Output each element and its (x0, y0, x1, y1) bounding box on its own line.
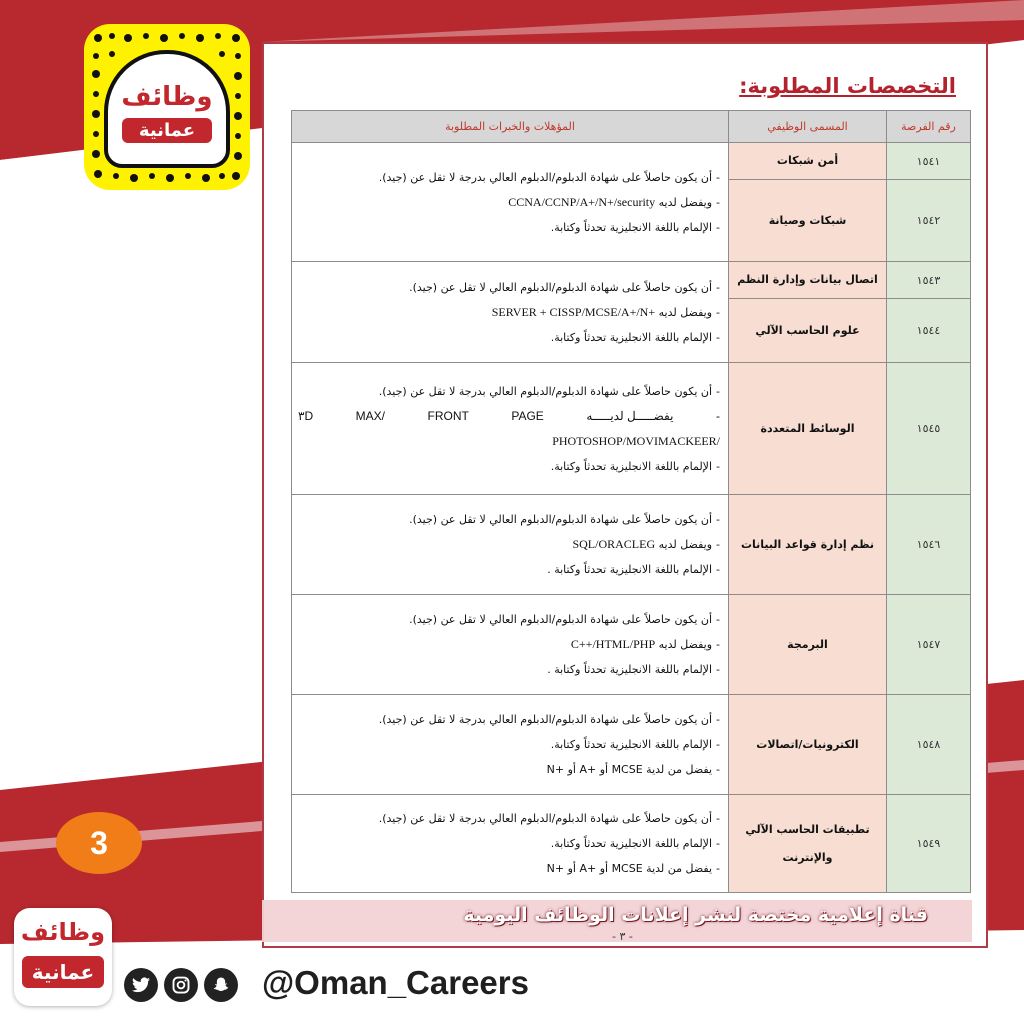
header-title: المسمى الوظيفي (729, 111, 887, 143)
job-title: الوسائط المتعددة (729, 363, 887, 495)
table-row (292, 262, 971, 299)
qualification-line (298, 657, 720, 682)
bullet-dash: - (716, 638, 720, 651)
bullet-dash: - (716, 837, 720, 850)
qualification-text: الإلمام باللغة الانجليزية تحدثاً وكتابة. (550, 738, 713, 751)
qualification-line (298, 190, 720, 215)
bullet-dash: - (716, 195, 720, 209)
qualification-line (298, 732, 720, 757)
qualifications-cell (292, 363, 729, 495)
qualification-line (298, 707, 720, 732)
job-title: نظم إدارة قواعد البيانات (729, 495, 887, 595)
table-row (292, 143, 971, 180)
logo-line1: وظائف (20, 918, 106, 946)
qualifications-cell (292, 795, 729, 893)
qualification-certs: SQL/ORACLEG (572, 537, 656, 551)
job-title: علوم الحاسب الآلي (729, 299, 887, 363)
opportunity-code: ١٥٤٩ (887, 795, 971, 893)
qualification-line (298, 454, 720, 479)
table-row (292, 595, 971, 695)
footer-page-marker: - ٣ - (612, 930, 633, 943)
qualification-line (298, 507, 720, 532)
opportunity-code: ١٥٤٧ (887, 595, 971, 695)
qualification-text: PHOTOSHOP/MOVIMACKEER/ (552, 433, 720, 448)
qualification-word: MAX/ (355, 408, 385, 423)
qualification-line (298, 632, 720, 657)
qualification-text: أن يكون حاصلاً على شهادة الدبلوم/الدبلوم العالي لا تقل عن (جيد). (409, 280, 713, 294)
qualification-line (298, 856, 720, 881)
qualification-text: الإلمام باللغة الانجليزية تحدثاً وكتابة. (550, 837, 713, 850)
opportunity-code: ١٥٤٣ (887, 262, 971, 299)
bullet-dash: - (716, 538, 720, 551)
qualification-word: يفضـــــل لديـــــه (586, 408, 674, 423)
bullet-dash: - (716, 384, 720, 398)
qualification-text: ويفضل لديه (658, 638, 713, 651)
job-title: الكترونيات/اتصالات (729, 695, 887, 795)
qualification-line (298, 831, 720, 856)
qualification-text: أن يكون حاصلاً على شهادة الدبلوم/الدبلوم العالي لا تقل عن (جيد). (409, 513, 713, 526)
qualifications-cell (292, 495, 729, 595)
logo-line2: عمانية (22, 956, 104, 988)
table-row (292, 363, 971, 495)
qualification-line (298, 806, 720, 831)
table-row (292, 495, 971, 595)
qualification-text: الإلمام باللغة الانجليزية تحدثاً وكتابة. (550, 220, 713, 234)
footer-caption: قناة إعلامية مختصة لنشر إعلانات الوظائف اليومية (463, 904, 928, 926)
qualification-line (298, 532, 720, 557)
qualification-word: - (715, 408, 720, 423)
bullet-dash: - (716, 763, 720, 776)
bullet-dash: - (716, 513, 720, 526)
qualification-text: الإلمام باللغة الانجليزية تحدثاً وكتابة . (547, 563, 713, 576)
header-quals: المؤهلات والخبرات المطلوبة (292, 111, 729, 143)
bullet-dash: - (716, 280, 720, 294)
qualification-text: أن يكون حاصلاً على شهادة الدبلوم/الدبلوم العالي بدرجة لا تقل عن (جيد). (378, 812, 713, 825)
qualification-line (298, 607, 720, 632)
qualification-text: الإلمام باللغة الانجليزية تحدثاً وكتابة. (550, 459, 713, 473)
qualification-text: يفضل من لدية MCSE أو +A أو +N (546, 763, 713, 776)
bullet-dash: - (716, 305, 720, 319)
qualification-line (298, 429, 720, 454)
job-title: اتصال بيانات وإدارة النظم (729, 262, 887, 299)
qualification-word: ٣D (298, 408, 314, 423)
bullet-dash: - (716, 170, 720, 184)
qualification-line (298, 757, 720, 782)
bullet-dash: - (716, 330, 720, 344)
jobs-table (291, 110, 971, 893)
bullet-dash: - (716, 713, 720, 726)
badge-line1: وظائف (121, 82, 213, 112)
job-title: البرمجة (729, 595, 887, 695)
qualification-line (298, 325, 720, 350)
qualification-line (298, 404, 720, 429)
social-icons (124, 968, 238, 1002)
opportunity-code: ١٥٤٥ (887, 363, 971, 495)
qualification-line (298, 557, 720, 582)
bullet-dash: - (716, 563, 720, 576)
page-heading: التخصصات المطلوبة: (739, 74, 956, 98)
table-row (292, 795, 971, 893)
qualification-text: الإلمام باللغة الانجليزية تحدثاً وكتابة. (550, 330, 713, 344)
qualification-text: أن يكون حاصلاً على شهادة الدبلوم/الدبلوم العالي بدرجة لا تقل عن (جيد). (378, 170, 713, 184)
page-number-badge: 3 (56, 812, 142, 874)
qualification-line (298, 379, 720, 404)
opportunity-code: ١٥٤٦ (887, 495, 971, 595)
qualification-certs: CCNA/CCNP/A+/N+/security (508, 194, 656, 209)
qualification-text: أن يكون حاصلاً على شهادة الدبلوم/الدبلوم العالي بدرجة لا تقل عن (جيد). (378, 384, 713, 398)
qualification-line (298, 275, 720, 300)
header-code: رقم الفرصة (887, 111, 971, 143)
bullet-dash: - (716, 663, 720, 676)
job-title: أمن شبكات (729, 143, 887, 180)
job-title: شبكات وصيانة (729, 180, 887, 262)
opportunity-code: ١٥٤٤ (887, 299, 971, 363)
qualification-text: يفضل من لدية MCSE أو +A أو +N (546, 862, 713, 875)
qualification-line (298, 165, 720, 190)
qualification-certs: SERVER + CISSP/MCSE/A+/N+ (491, 304, 656, 319)
qualification-word: FRONT (427, 408, 469, 423)
table-header-row (292, 111, 971, 143)
qualification-text: الإلمام باللغة الانجليزية تحدثاً وكتابة . (547, 663, 713, 676)
social-handle[interactable]: @Oman_Careers (262, 964, 529, 1001)
brand-logo (14, 908, 112, 1006)
qualification-word: PAGE (511, 408, 544, 423)
snapcode-badge (84, 24, 250, 190)
opportunity-code: ١٥٤٨ (887, 695, 971, 795)
instagram-icon[interactable] (164, 968, 198, 1002)
bullet-dash: - (716, 812, 720, 825)
bullet-dash: - (716, 738, 720, 751)
qualification-text: ويفضل لديه (658, 195, 713, 209)
qualifications-cell (292, 595, 729, 695)
qualifications-cell (292, 262, 729, 363)
qualification-text: ويفضل لديه (658, 305, 713, 319)
qualification-text: أن يكون حاصلاً على شهادة الدبلوم/الدبلوم العالي لا تقل عن (جيد). (409, 613, 713, 626)
table-row (292, 695, 971, 795)
job-title: تطبيقات الحاسب الآلي والإنترنت (729, 795, 887, 893)
opportunity-code: ١٥٤١ (887, 143, 971, 180)
bullet-dash: - (716, 613, 720, 626)
qualification-line (298, 300, 720, 325)
twitter-icon[interactable] (124, 968, 158, 1002)
opportunity-code: ١٥٤٢ (887, 180, 971, 262)
qualification-text: ويفضل لديه (658, 538, 713, 551)
badge-line2: عمانية (122, 118, 212, 143)
qualifications-cell (292, 695, 729, 795)
ghost-logo (104, 50, 230, 168)
bullet-dash: - (716, 220, 720, 234)
qualification-certs: C++/HTML/PHP (570, 637, 656, 651)
qualifications-cell (292, 143, 729, 262)
qualification-text: أن يكون حاصلاً على شهادة الدبلوم/الدبلوم العالي بدرجة لا تقل عن (جيد). (378, 713, 713, 726)
bullet-dash: - (716, 459, 720, 473)
qualification-line (298, 215, 720, 240)
snapchat-icon[interactable] (204, 968, 238, 1002)
bullet-dash: - (716, 862, 720, 875)
